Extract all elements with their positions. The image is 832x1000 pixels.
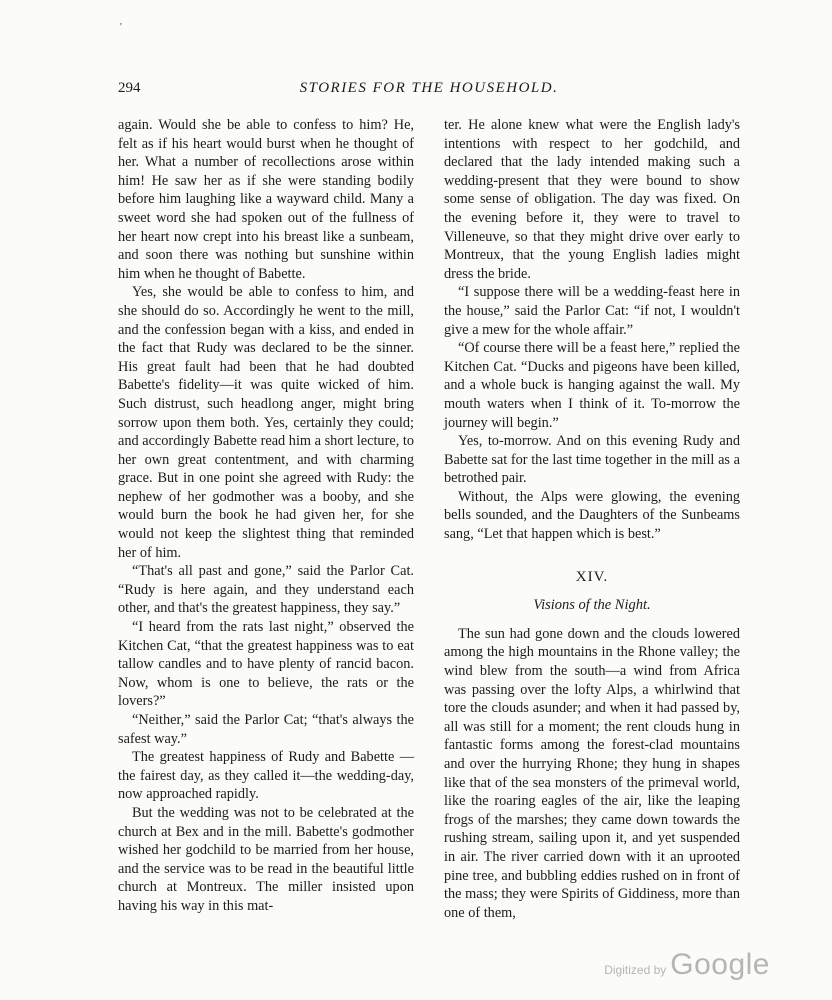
page-number: 294 [118, 80, 141, 96]
google-logo-icon: Google [670, 948, 770, 981]
left-column [118, 116, 414, 916]
paragraph: “Neither,” said the Parlor Cat; “that's always the safest way.” [118, 712, 414, 747]
paragraph: “Of course there will be a feast here,” replied the Kitchen Cat. “Ducks and pigeons have been killed, and a whole buck is hanging against the wall. My mouth waters when I think of it. To-morrow the journey will begin.” [444, 340, 740, 431]
watermark-prefix: Digitized by [604, 963, 667, 977]
paragraph: Without, the Alps were glowing, the evening bells sounded, and the Daughters of the Sunbeams sang, “Let that happen which is best.” [444, 488, 740, 543]
paragraph: The greatest happiness of Rudy and Babette —the fairest day, as they called it—the wedding-day, now approached rapidly. [118, 749, 414, 803]
paragraph: “I suppose there will be a wedding-feast here in the house,” said the Parlor Cat: “if not, I wouldn't give a mew for the whole affair.” [444, 284, 740, 338]
paragraph: “I heard from the rats last night,” observed the Kitchen Cat, “that the greatest happiness was to eat tallow candles and to have plenty of rancid bacon. Now, whom is one to believe, the rats or the lovers?” [118, 619, 414, 710]
paragraph: again. Would she be able to confess to him? He, felt as if his heart would burst when he thought of her. What a number of recollections arose within him! He saw her as if she were standing bodily before him laughing like a wayward child. Many a sweet word she had spoken out of the fullness of her heart now crept into his breast like a sunbeam, and soon there was nothing but sunshine within him when he thought of Babette. [118, 117, 414, 282]
paragraph: Yes, she would be able to confess to him, and she should do so. Accordingly he went to the mill, and the confession began with a kiss, and ended in the fact that Rudy was declared to be the sinner. His great fault had been that he had doubted Babette's fidelity—it was quite wicked of him. Such distrust, such headlong anger, might bring sorrow upon them both. Yes, certainly they could; and accordingly Babette read him a short lecture, to her own great contentment, and with charming grace. But in one point she agreed with Rudy: the nephew of her godmother was a booby, and she would burn the book he had given her, for she would not keep the slightest thing that reminded her of him. [118, 284, 414, 561]
paragraph: The sun had gone down and the clouds lowered among the high mountains in the Rhone valley; the wind blew from the south—a wind from Africa was passing over the lofty Alps, a whirlwind that tore the clouds asunder; and when it had passed by, all was still for a moment; the rent clouds hung in fantastic forms among the forest-clad mountains and over the hurrying Rhone; they hung in shapes like that of the sea monsters of the primeval world, like the roaring eagles of the air, like the leaping frogs of the marshes; they came down towards the rushing stream, sailing upon it, and yet suspended in air. The river carried down with it an uprooted pine tree, and bubbling eddies rushed on in front of the mass; they were Spirits of Giddiness, more than one of them, [444, 625, 740, 921]
running-title: STORIES FOR THE HOUSEHOLD. [299, 80, 559, 96]
chapter-number: XIV. [575, 568, 609, 585]
scan-mark: ' [120, 22, 122, 33]
paragraph: Yes, to-morrow. And on this evening Rudy and Babette sat for the last time together in the mill as a betrothed pair. [444, 433, 740, 487]
paragraph: ter. He alone knew what were the English lady's intentions with respect to her godchild, and declared that the lady intended making such a wedding-present that they were bound to show some sense of obligation. The day was fixed. On the evening before it, they were to travel to Villeneuve, so that they might drive over early to Montreux, that the young English ladies might dress the bride. [444, 117, 740, 282]
chapter-title: Visions of the Night. [533, 597, 651, 614]
paragraph: But the wedding was not to be celebrated at the church at Bex and in the mill. Babette's godmother wished her godchild to be married from her house, and the service was to be read in the beautiful little church at Montreux. The miller insisted upon having his way in this mat- [118, 804, 414, 914]
paragraph: “That's all past and gone,” said the Parlor Cat. “Rudy is here again, and they understand each other, and that's the greatest happiness, they say.” [118, 563, 414, 617]
right-column [444, 116, 740, 922]
google-watermark [604, 948, 770, 982]
